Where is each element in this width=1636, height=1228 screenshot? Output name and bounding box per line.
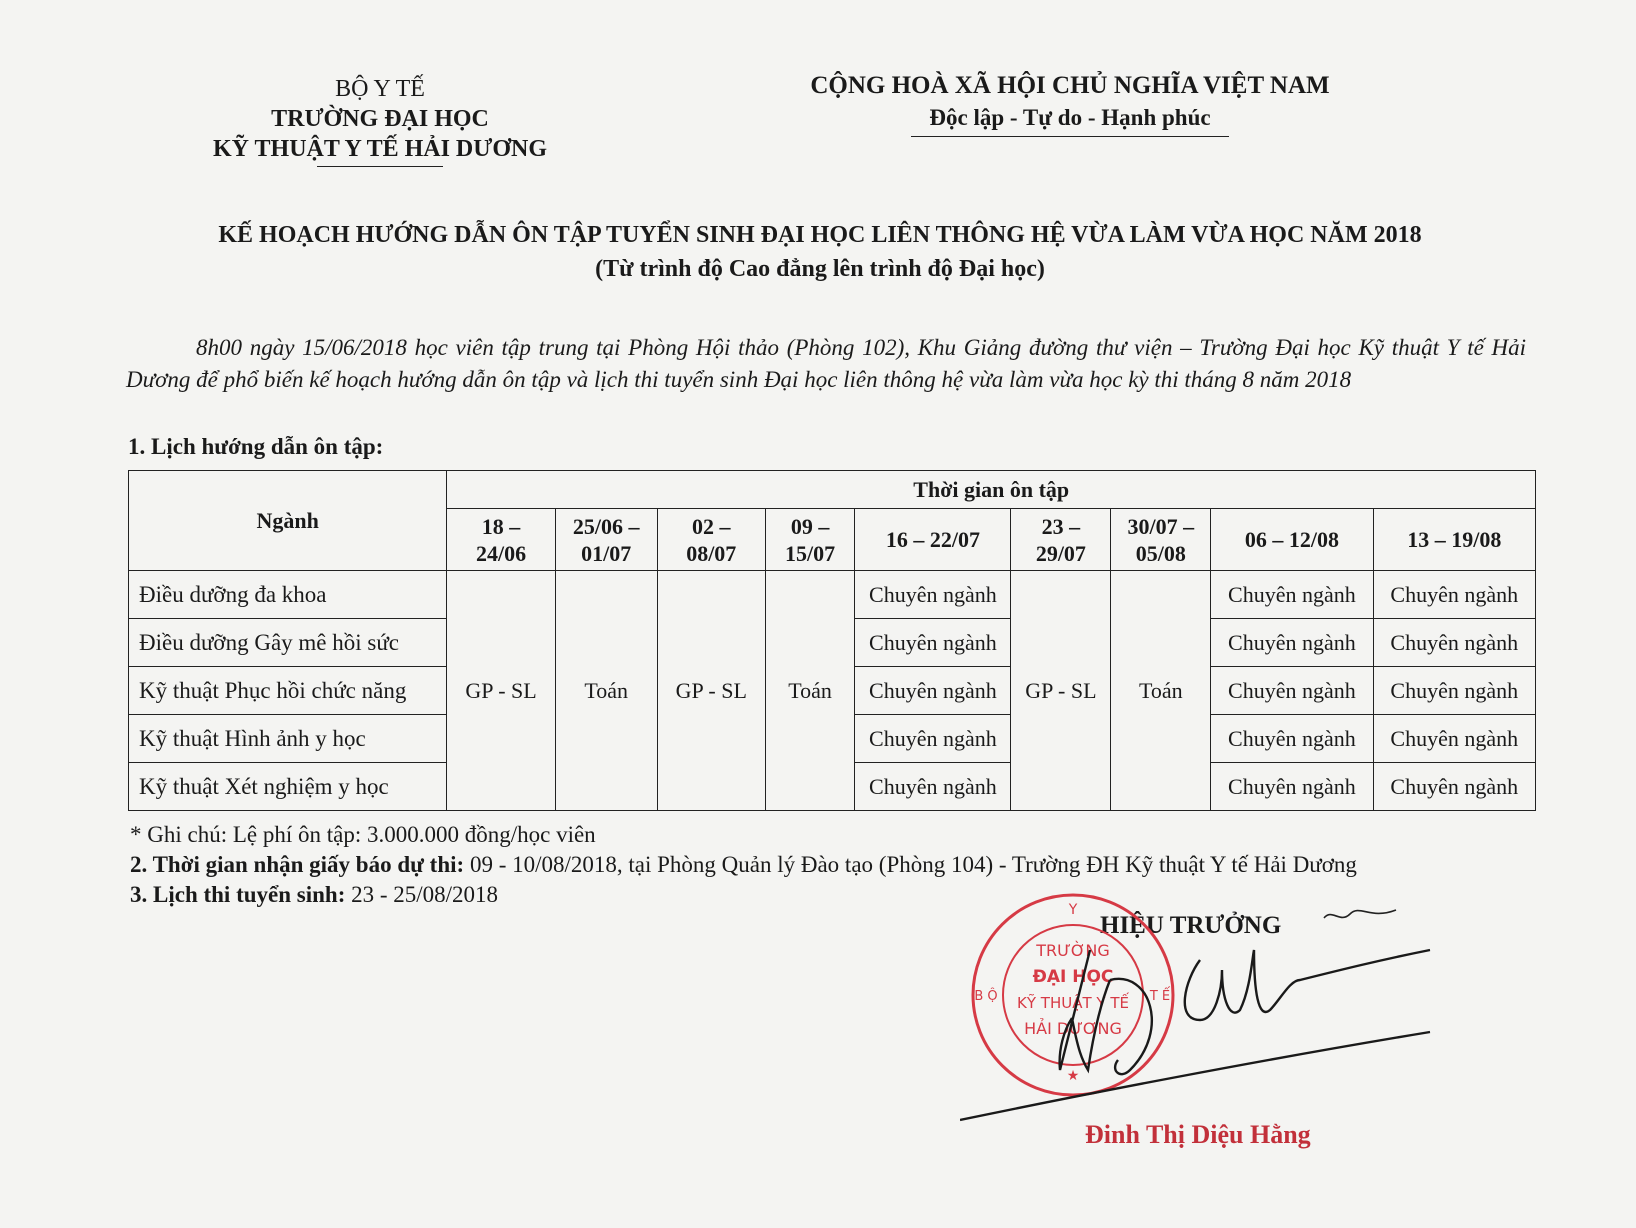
specialty-cell: Chuyên ngành [1373,667,1535,715]
major-cell: Điều dưỡng Gây mê hồi sức [129,619,447,667]
specialty-cell: Chuyên ngành [1211,763,1373,811]
intro-paragraph: 8h00 ngày 15/06/2018 học viên tập trung tại Phòng Hội thảo (Phòng 102), Khu Giảng đường thư viện – Trường Đại học Kỹ thuật Y tế Hải Dương để phổ biến kế hoạch hướng dẫn ôn tập và lịch thi tuyển sinh Đại học liên thông hệ vừa làm vừa học kỳ thi tháng 8 năm 2018 [126,335,1526,392]
header-divider [317,166,443,167]
period-8: 06 – 12/08 [1211,509,1373,571]
major-cell: Kỹ thuật Xét nghiệm y học [129,763,447,811]
period-1: 18 – 24/06 [447,509,555,571]
specialty-cell: Chuyên ngành [1373,715,1535,763]
period-9: 13 – 19/08 [1373,509,1535,571]
svg-text:Y: Y [1068,902,1078,918]
specialty-cell: Chuyên ngành [855,571,1011,619]
merged-subject-cell: Toán [765,571,854,811]
time-column-header: Thời gian ôn tập [447,471,1536,509]
specialty-cell: Chuyên ngành [855,763,1011,811]
review-schedule-table [128,470,1536,811]
specialty-cell: Chuyên ngành [1373,571,1535,619]
fee-note: * Ghi chú: Lệ phí ôn tập: 3.000.000 đồng/học viên [130,822,596,847]
major-cell: Kỹ thuật Hình ảnh y học [129,715,447,763]
major-column-header: Ngành [129,471,447,571]
motto-divider [911,136,1229,137]
merged-subject-cell: GP - SL [447,571,555,811]
school-name-line1: TRƯỜNG ĐẠI HỌC [271,106,489,132]
title-sub: (Từ trình độ Cao đẳng lên trình độ Đại học) [595,256,1045,282]
handwritten-signature [960,920,1460,1140]
title-main: KẾ HOẠCH HƯỚNG DẪN ÔN TẬP TUYỂN SINH ĐẠI HỌC LIÊN THÔNG HỆ VỪA LÀM VỪA HỌC NĂM 2018 [218,222,1422,248]
specialty-cell: Chuyên ngành [1211,715,1373,763]
specialty-cell: Chuyên ngành [1211,571,1373,619]
svg-text:T Ế: T Ế [1149,989,1171,1004]
notice-receipt-label: 2. Thời gian nhận giấy báo dự thi: [130,852,465,877]
notice-receipt-item [130,850,1357,880]
specialty-cell: Chuyên ngành [855,715,1011,763]
merged-subject-cell: GP - SL [657,571,765,811]
issuer-header [180,74,580,167]
notice-receipt-text: 09 - 10/08/2018, tại Phòng Quản lý Đào tạo (Phòng 104) - Trường ĐH Kỹ thuật Y tế Hải Dương [464,852,1357,877]
period-4: 09 – 15/07 [765,509,854,571]
exam-schedule-label: 3. Lịch thi tuyển sinh: [130,882,346,907]
svg-text:KỸ THUẬT Y TẾ: KỸ THUẬT Y TẾ [1017,994,1129,1012]
specialty-cell: Chuyên ngành [855,619,1011,667]
major-cell: Kỹ thuật Phục hồi chức năng [129,667,447,715]
national-motto: Độc lập - Tự do - Hạnh phúc [929,105,1211,130]
svg-text:★: ★ [1066,1069,1080,1084]
period-7: 30/07 – 05/08 [1111,509,1211,571]
specialty-cell: Chuyên ngành [1373,619,1535,667]
svg-text:TRƯỜNG: TRƯỜNG [1036,941,1110,960]
specialty-cell: Chuyên ngành [1373,763,1535,811]
period-2: 25/06 – 01/07 [555,509,657,571]
document-title [120,218,1520,286]
period-5: 16 – 22/07 [855,509,1011,571]
specialty-cell: Chuyên ngành [855,667,1011,715]
period-3: 02 – 08/07 [657,509,765,571]
country-name: CỘNG HOÀ XÃ HỘI CHỦ NGHĨA VIỆT NAM [810,72,1330,99]
major-cell: Điều dưỡng đa khoa [129,571,447,619]
specialty-cell: Chuyên ngành [1211,619,1373,667]
ministry-name: BỘ Y TẾ [335,76,425,102]
signatory-name: Đinh Thị Diệu Hằng [1085,1120,1311,1149]
national-header [780,70,1360,137]
merged-subject-cell: GP - SL [1011,571,1111,811]
merged-subject-cell: Toán [1111,571,1211,811]
svg-text:ĐẠI HỌC: ĐẠI HỌC [1032,967,1114,987]
signatory-title: HIỆU TRƯỞNG [1100,912,1282,939]
section-1-heading: 1. Lịch hướng dẫn ôn tập: [128,434,384,459]
svg-text:HẢI DƯƠNG: HẢI DƯƠNG [1024,1019,1122,1038]
specialty-cell: Chuyên ngành [1211,667,1373,715]
period-6: 23 – 29/07 [1011,509,1111,571]
school-name-line2: KỸ THUẬT Y TẾ HẢI DƯƠNG [212,136,548,162]
svg-text:B Ộ: B Ộ [974,989,998,1004]
exam-schedule-text: 23 - 25/08/2018 [345,882,499,907]
merged-subject-cell: Toán [555,571,657,811]
